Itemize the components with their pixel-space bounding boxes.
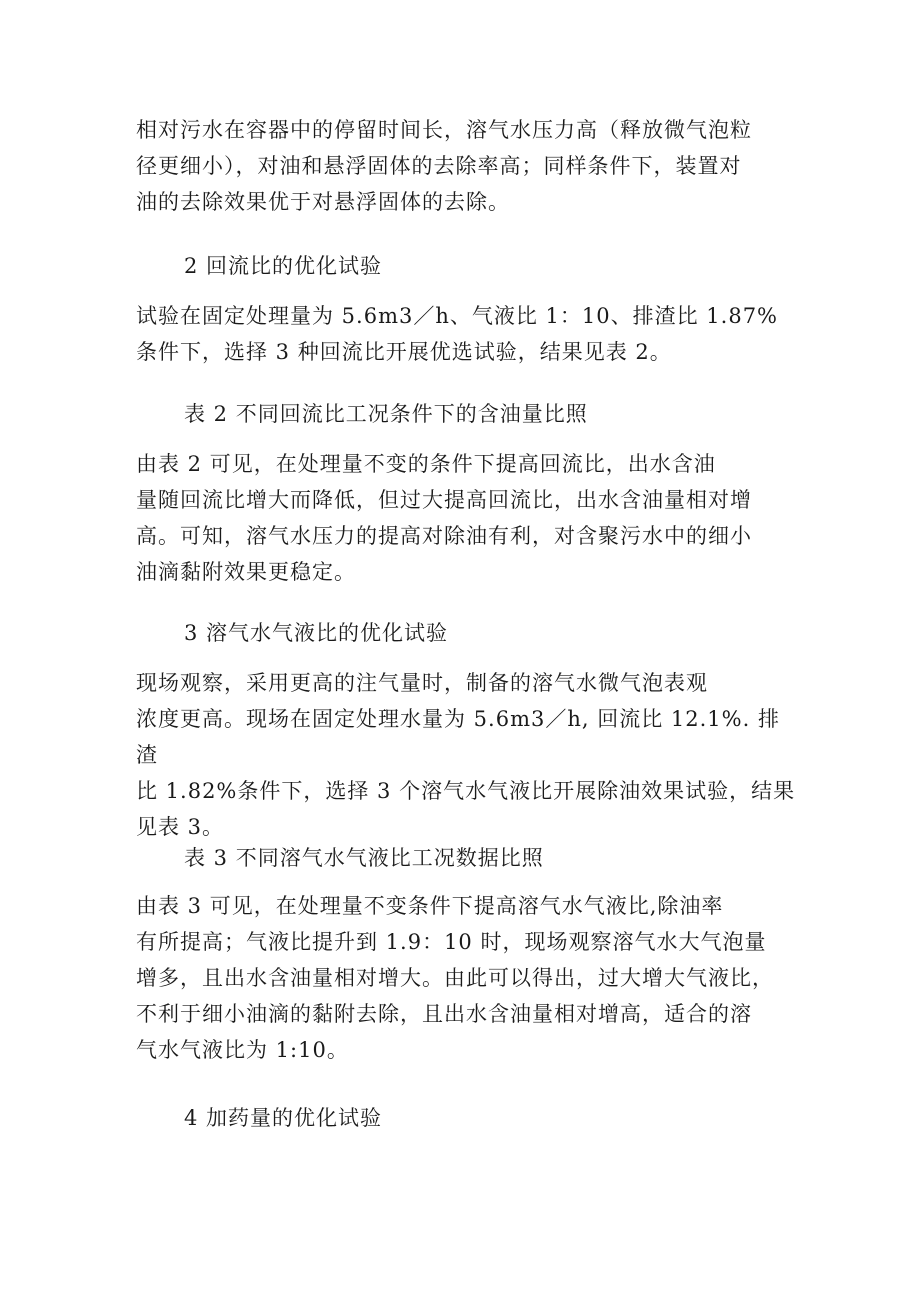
section-heading-reflux-ratio: 2 回流比的优化试验 [184, 254, 383, 278]
paragraph-gas-liquid-result-analysis: 由表 3 可见，在处理量不变条件下提高溶气水气液比,除油率 有所提高；气液比提升到 1.9：10 时，现场观察溶气水大气泡量 增多，且出水含油量相对增大。由此可以得出，过大增大气液比， 不利于细小油滴的黏附去除，且出水含油量相对增高，适合的溶 气水气液比为 1:10。 [136, 894, 774, 1062]
paragraph-reflux-test-conditions: 试验在固定处理量为 5.6m3／h、气液比 1：10、排渣比 1.87% 条件下，选择 3 种回流比开展优选试验，结果见表 2。 [136, 304, 779, 364]
section-heading-gas-liquid-ratio: 3 溶气水气液比的优化试验 [184, 621, 449, 645]
paragraph-removal-efficiency: 相对污水在容器中的停留时间长，溶气水压力高（释放微气泡粒 径更细小），对油和悬浮固体的去除率高；同样条件下，装置对 油的去除效果优于对悬浮固体的去除。 [136, 118, 752, 214]
paragraph-reflux-result-analysis: 由表 2 可见，在处理量不变的条件下提高回流比，出水含油 量随回流比增大而降低，但过大提高回流比，出水含油量相对增 高。可知，溶气水压力的提高对除油有利，对含聚污水中的细小 油滴黏附效果更稳定。 [136, 452, 752, 584]
section-heading-dosage: 4 加药量的优化试验 [184, 1106, 383, 1130]
paragraph-gas-liquid-test-conditions: 现场观察，采用更高的注气量时，制备的溶气水微气泡表观 浓度更高。现场在固定处理水量为 5.6m3／h, 回流比 12.1%. 排渣 比 1.82%条件下，选择 3 个溶气水气液比开展除油效果试验，结果 见表 3。 [136, 671, 796, 839]
table-caption-2: 表 2 不同回流比工况条件下的含油量比照 [184, 402, 588, 426]
table-caption-3: 表 3 不同溶气水气液比工况数据比照 [184, 846, 544, 870]
